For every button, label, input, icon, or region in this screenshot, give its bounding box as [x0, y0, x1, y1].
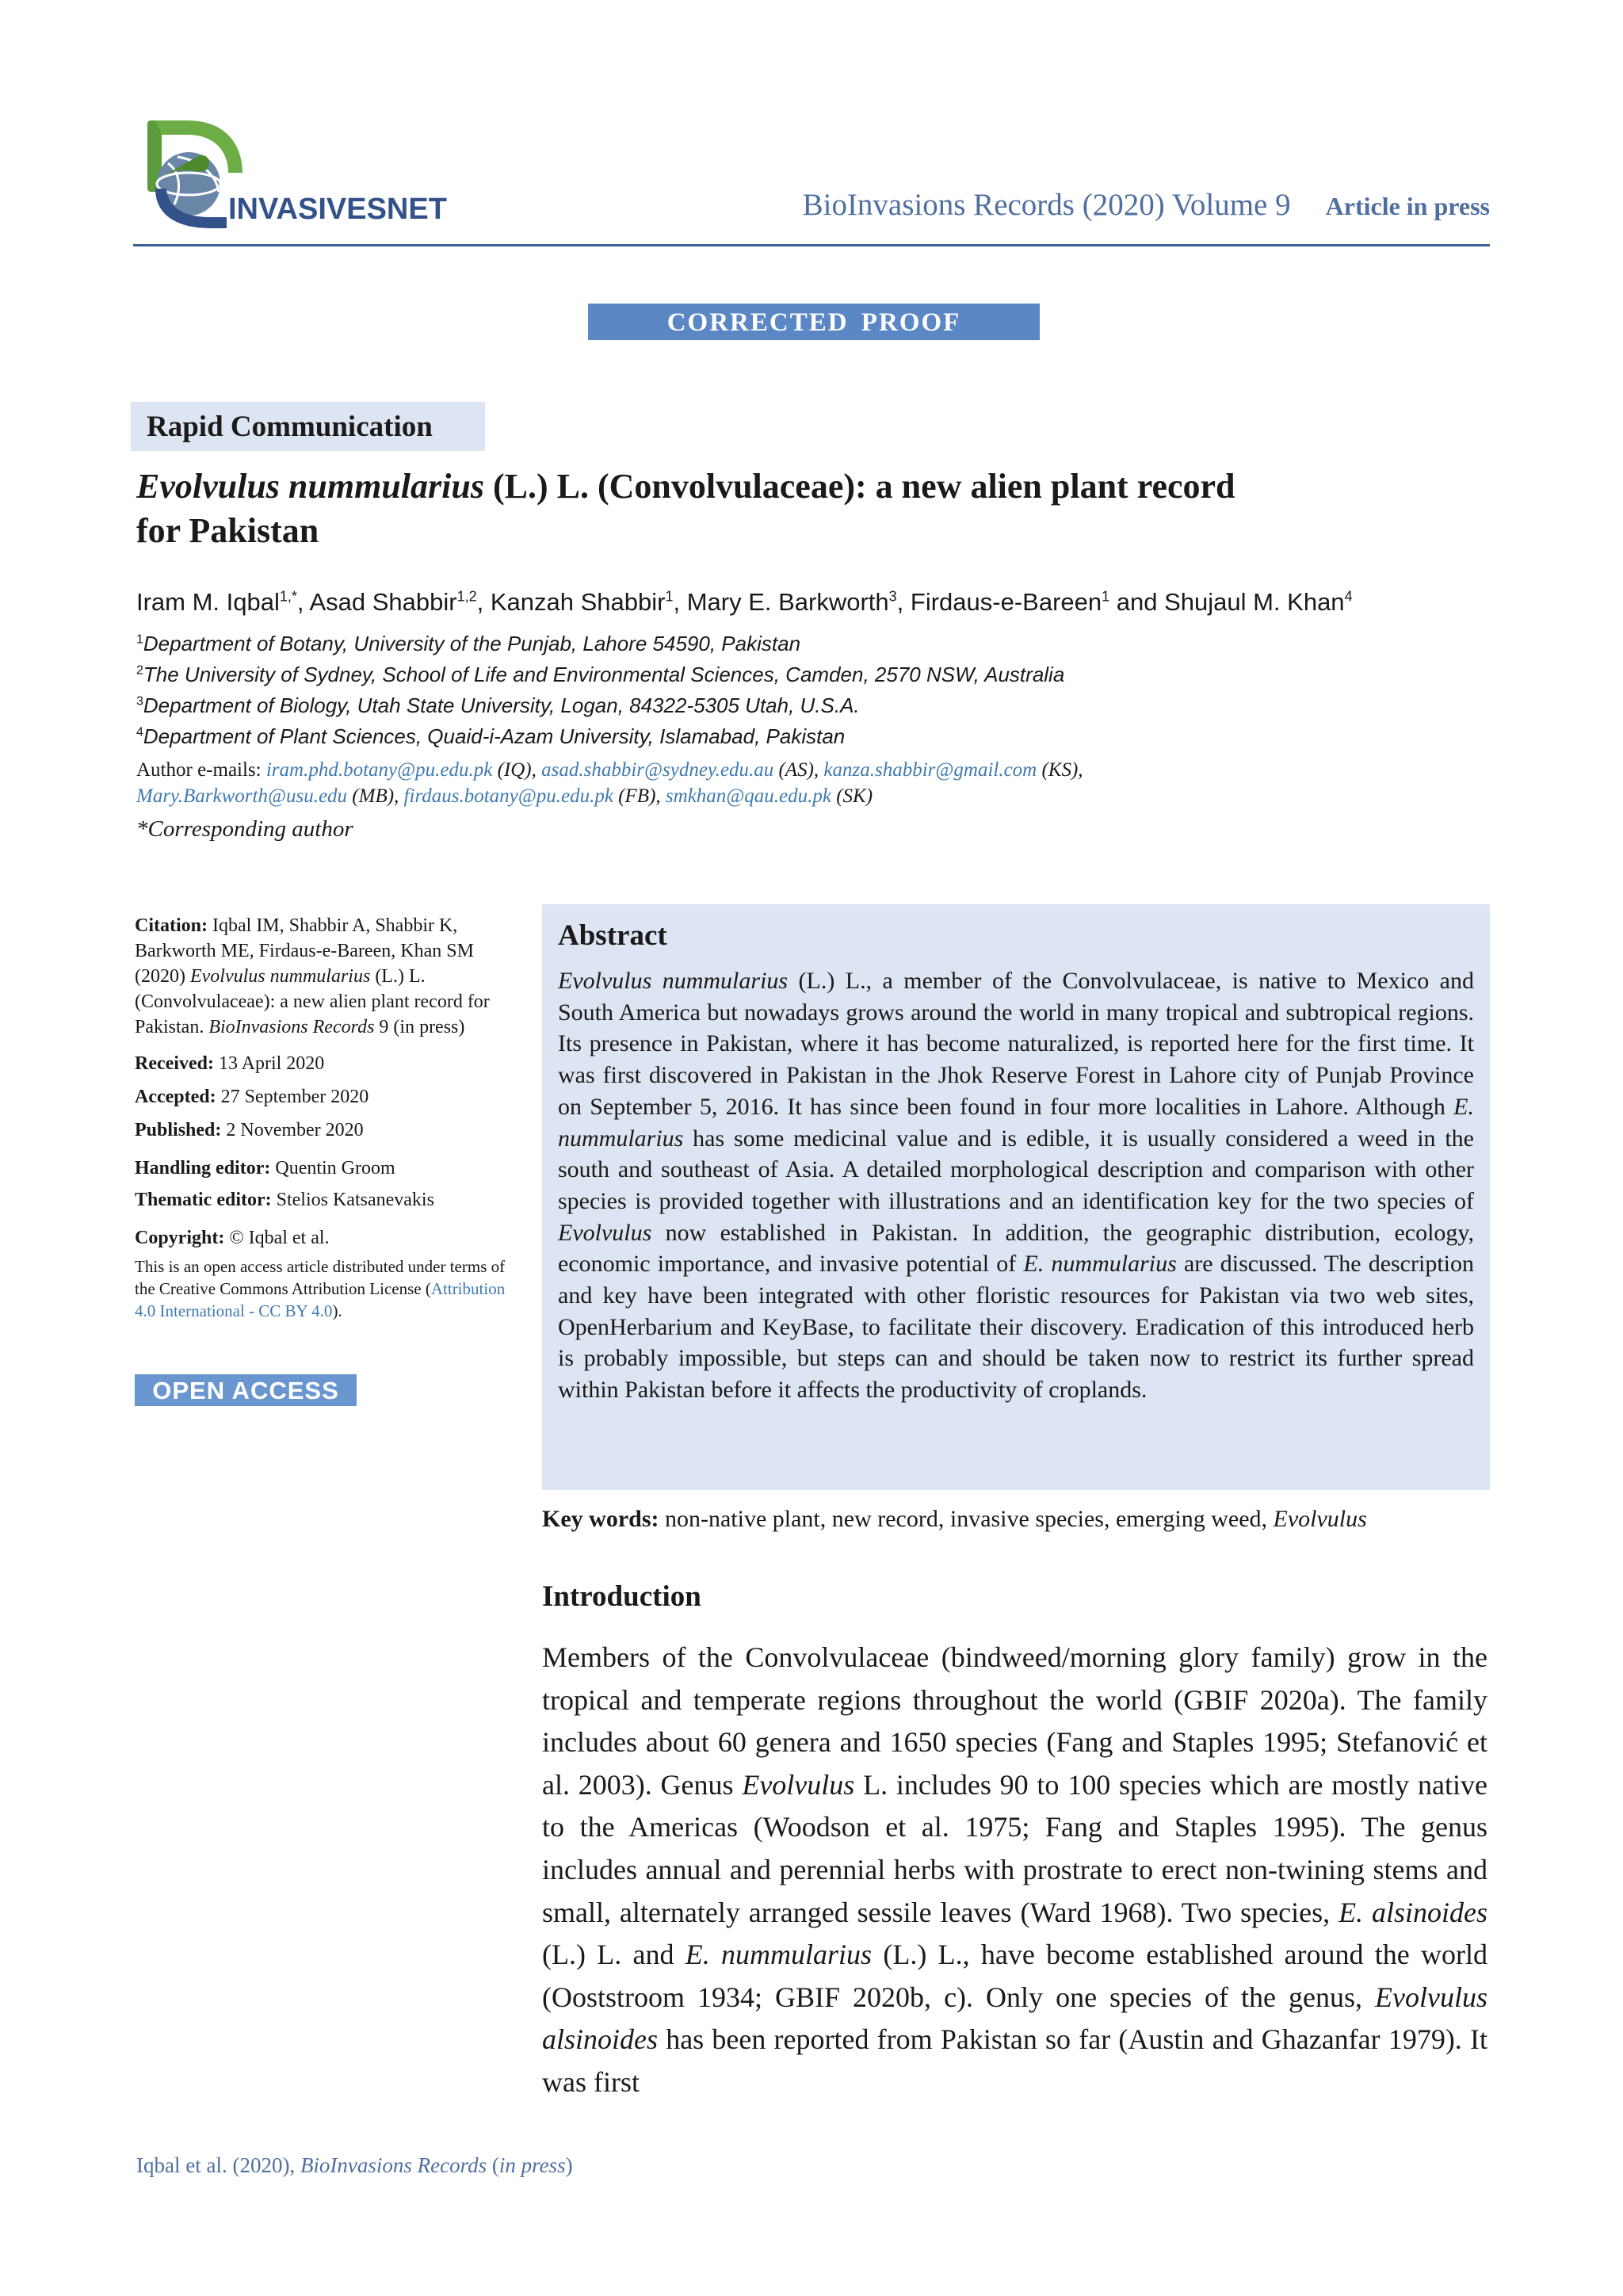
article-title: [136, 464, 1484, 553]
abstract-species: E. nummularius: [1023, 1251, 1177, 1278]
accepted-label: Accepted:: [135, 1087, 216, 1107]
license-end: ).: [332, 1301, 342, 1320]
footer-status: in press: [498, 2153, 566, 2177]
affiliation-number: 4: [136, 725, 143, 739]
abstract-part: (L.) L., a member of the Convolvulaceae, is native to Mexico and South America but nowadays grows around the world in many tropical and subtropical regions. Its presence in Pakistan, where it has become naturalized, is reported here for the first time. It was first discovered in Pakistan in the Jhok Reserve Forest in Lahore city of Punjab Province on September 5, 2016. It has since been found in four more localities in Lahore. Although: [558, 968, 1474, 1120]
affiliation: [136, 724, 1484, 749]
author-emails: [136, 757, 1499, 809]
page-footer: [136, 2153, 573, 2178]
author-sep: ,: [296, 588, 310, 616]
author-name: Firdaus-e-Bareen: [910, 588, 1102, 616]
email-code: (FB),: [613, 785, 666, 807]
author-name: Shujaul M. Khan: [1164, 588, 1345, 616]
footer-part: Iqbal et al. (2020),: [136, 2153, 300, 2177]
email-link[interactable]: firdaus.botany@pu.edu.pk: [403, 785, 613, 807]
intro-taxon: E. nummularius: [685, 1939, 873, 1971]
intro-taxon: Evolvulus alsinoides: [542, 1981, 1487, 2056]
journal-header: [713, 187, 1490, 223]
invasivesnet-logo: [139, 116, 447, 233]
title-rest: (L.) L. (Convolvulaceae): a new alien plant record: [483, 467, 1235, 506]
published-label: Published:: [135, 1120, 222, 1140]
author-sep: ,: [673, 588, 687, 616]
keywords-genus: Evolvulus: [1273, 1506, 1367, 1532]
author-affil-mark: 4: [1344, 588, 1353, 605]
thematic-label: Thematic editor:: [135, 1190, 272, 1210]
author-sep: ,: [896, 588, 911, 616]
received-label: Received:: [135, 1053, 214, 1074]
email-link[interactable]: iram.phd.botany@pu.edu.pk: [265, 759, 493, 781]
intro-part: has been reported from Pakistan so far (Austin and Ghazanfar 1979). It was first: [542, 2023, 1487, 2098]
email-code: (SK): [831, 785, 873, 807]
email-code: (AS),: [773, 759, 824, 781]
citation-journal: BioInvasions Records: [208, 1017, 375, 1037]
accepted-date: [135, 1084, 515, 1110]
citation-text: 9 (in press): [374, 1017, 465, 1037]
journal-name: BioInvasions Records (2020) Volume 9: [802, 188, 1291, 222]
affiliation-number: 3: [136, 694, 143, 709]
abstract-part: are discussed. The description and key have been integrated with other floristic resources for Pakistan via two web sites, OpenHerbarium and KeyBase, to facilitate their discovery. Eradication of this introduced herb is probably impossible, but steps can and should be taken now to restrict its further spread within Pakistan before it affects the productivity of croplands.: [558, 1251, 1474, 1404]
abstract-part: now established in Pakistan. In addition, the geographic distribution, ecology, economic importance, and invasive potential of: [558, 1219, 1474, 1278]
open-access-badge: OPEN ACCESS: [135, 1374, 357, 1406]
published-date: [135, 1117, 515, 1143]
footer-journal: BioInvasions Records: [300, 2153, 487, 2177]
affiliation-text: Department of Biology, Utah State University, Logan, 84322-5305 Utah, U.S.A.: [143, 693, 860, 717]
handling-editor: [135, 1156, 515, 1181]
abstract-species: Evolvulus nummularius: [558, 968, 789, 994]
email-link[interactable]: asad.shabbir@sydney.edu.au: [541, 759, 774, 781]
citation: [135, 913, 515, 1040]
email-link[interactable]: smkhan@qau.edu.pk: [665, 785, 831, 807]
author-name: Iram M. Iqbal: [136, 588, 280, 616]
email-link[interactable]: kanza.shabbir@gmail.com: [823, 759, 1037, 781]
copyright-label: Copyright:: [135, 1228, 225, 1248]
logo-wordmark: INVASIVESNET: [228, 193, 447, 226]
intro-taxon: E. alsinoides: [1338, 1896, 1487, 1928]
affiliation: [136, 663, 1484, 687]
title-species: Evolvulus nummularius: [136, 467, 484, 506]
author-affil-mark: 1,2: [456, 588, 477, 605]
title-line2: for Pakistan: [136, 511, 319, 550]
footer-part: (: [487, 2153, 499, 2177]
abstract-genus: Evolvulus: [558, 1219, 652, 1246]
affiliation-number: 1: [136, 632, 143, 647]
thematic-editor: [135, 1187, 515, 1213]
author-sep: ,: [476, 588, 491, 616]
citation-text: Iqbal IM, Shabbir A, Shabbir K, Barkworth ME, Firdaus-e-Bareen, Khan SM (2020): [135, 915, 474, 987]
affiliation-text: Department of Plant Sciences, Quaid-i-Azam University, Islamabad, Pakistan: [143, 724, 846, 748]
thematic-value: Stelios Katsanevakis: [271, 1190, 434, 1210]
license-text: This is an open access article distributed under terms of the Creative Commons Attribution License (: [135, 1257, 506, 1298]
abstract-species: E. nummularius: [558, 1093, 1474, 1152]
author-affil-mark: 1,*: [279, 588, 297, 605]
introduction-heading: Introduction: [542, 1580, 701, 1613]
abstract-heading: Abstract: [558, 919, 667, 952]
received-value: 13 April 2020: [213, 1053, 325, 1074]
affiliation: [136, 693, 1484, 718]
author-list: [136, 588, 1531, 617]
article-status: Article in press: [1325, 192, 1490, 220]
article-info-sidebar: [135, 913, 515, 1322]
author-name: Kanzah Shabbir: [490, 588, 666, 616]
license-link[interactable]: Attribution 4.0 International - CC BY 4.0: [135, 1279, 506, 1320]
email-link[interactable]: Mary.Barkworth@usu.edu: [136, 785, 348, 807]
accepted-value: 27 September 2020: [216, 1087, 369, 1107]
copyright-value: © Iqbal et al.: [224, 1228, 330, 1248]
author-affil-mark: 3: [888, 588, 897, 605]
email-code: (IQ),: [492, 759, 542, 781]
author-affil-mark: 1: [1102, 588, 1110, 605]
introduction-text: [542, 1637, 1487, 2104]
keywords-label: Key words:: [542, 1506, 659, 1532]
license-note: [135, 1255, 515, 1322]
intro-part: (L.) L., have become established around the world (Ooststroom 1934; GBIF 2020b, c). Only one species of the genus,: [542, 1939, 1488, 2013]
published-value: 2 November 2020: [221, 1120, 364, 1140]
received-date: [135, 1051, 515, 1076]
emails-label: Author e-mails:: [136, 759, 266, 781]
abstract-part: has some medicinal value and is edible, it is usually considered a weed in the south and southeast of Asia. A detailed morphological description and comparison with other species is provided together with illustrations and an identification key for the two species of: [558, 1125, 1474, 1214]
intro-part: L. includes 90 to 100 species which are mostly native to the Americas (Woodson et al. 1975; Fang and Staples 1995). The genus includes annual and perennial herbs with prostrate to erect non-twining stems and small, alternately arranged sessile leaves (Ward 1968). Two species,: [542, 1768, 1487, 1928]
article-type: Rapid Communication: [131, 402, 485, 451]
footer-part: ): [565, 2153, 573, 2177]
author-name: Mary E. Barkworth: [686, 588, 889, 616]
email-code: (MB),: [347, 785, 404, 807]
email-code: (KS),: [1037, 759, 1083, 781]
copyright: [135, 1225, 515, 1251]
intro-part: Members of the Convolvulaceae (bindweed/morning glory family) grow in the tropical and temperate regions throughout the world (GBIF 2020a). The family includes about 60 genera and 1650 species (Fang and Staples 1995; Stefanović et al. 2003). Genus: [542, 1641, 1487, 1801]
affiliation-number: 2: [136, 663, 143, 678]
author-affil-mark: 1: [665, 588, 674, 605]
affiliation-text: Department of Botany, University of the Punjab, Lahore 54590, Pakistan: [143, 632, 801, 655]
intro-part: (L.) L. and: [542, 1939, 685, 1971]
keywords: [542, 1506, 1493, 1533]
handling-value: Quentin Groom: [270, 1158, 395, 1179]
affiliation-text: The University of Sydney, School of Life and Environmental Sciences, Camden, 2570 NSW, Australia: [143, 663, 1065, 686]
header-rule: [133, 244, 1490, 246]
citation-label: Citation:: [135, 915, 208, 936]
affiliation: [136, 632, 1484, 656]
abstract-text: [558, 965, 1474, 1406]
intro-taxon: Evolvulus: [742, 1768, 855, 1801]
corresponding-author-note: *Corresponding author: [136, 816, 353, 842]
author-name: Asad Shabbir: [309, 588, 457, 616]
corrected-proof-banner: CORRECTED PROOF: [588, 304, 1040, 340]
citation-species: Evolvulus nummularius: [189, 966, 371, 987]
handling-label: Handling editor:: [135, 1158, 271, 1179]
citation-text: (L.) L. (Convolvulaceae): a new alien plant record for Pakistan.: [135, 966, 490, 1037]
keywords-text: non-native plant, new record, invasive species, emerging weed,: [659, 1506, 1274, 1532]
author-sep: and: [1109, 588, 1165, 616]
abstract-box: [542, 904, 1490, 1490]
